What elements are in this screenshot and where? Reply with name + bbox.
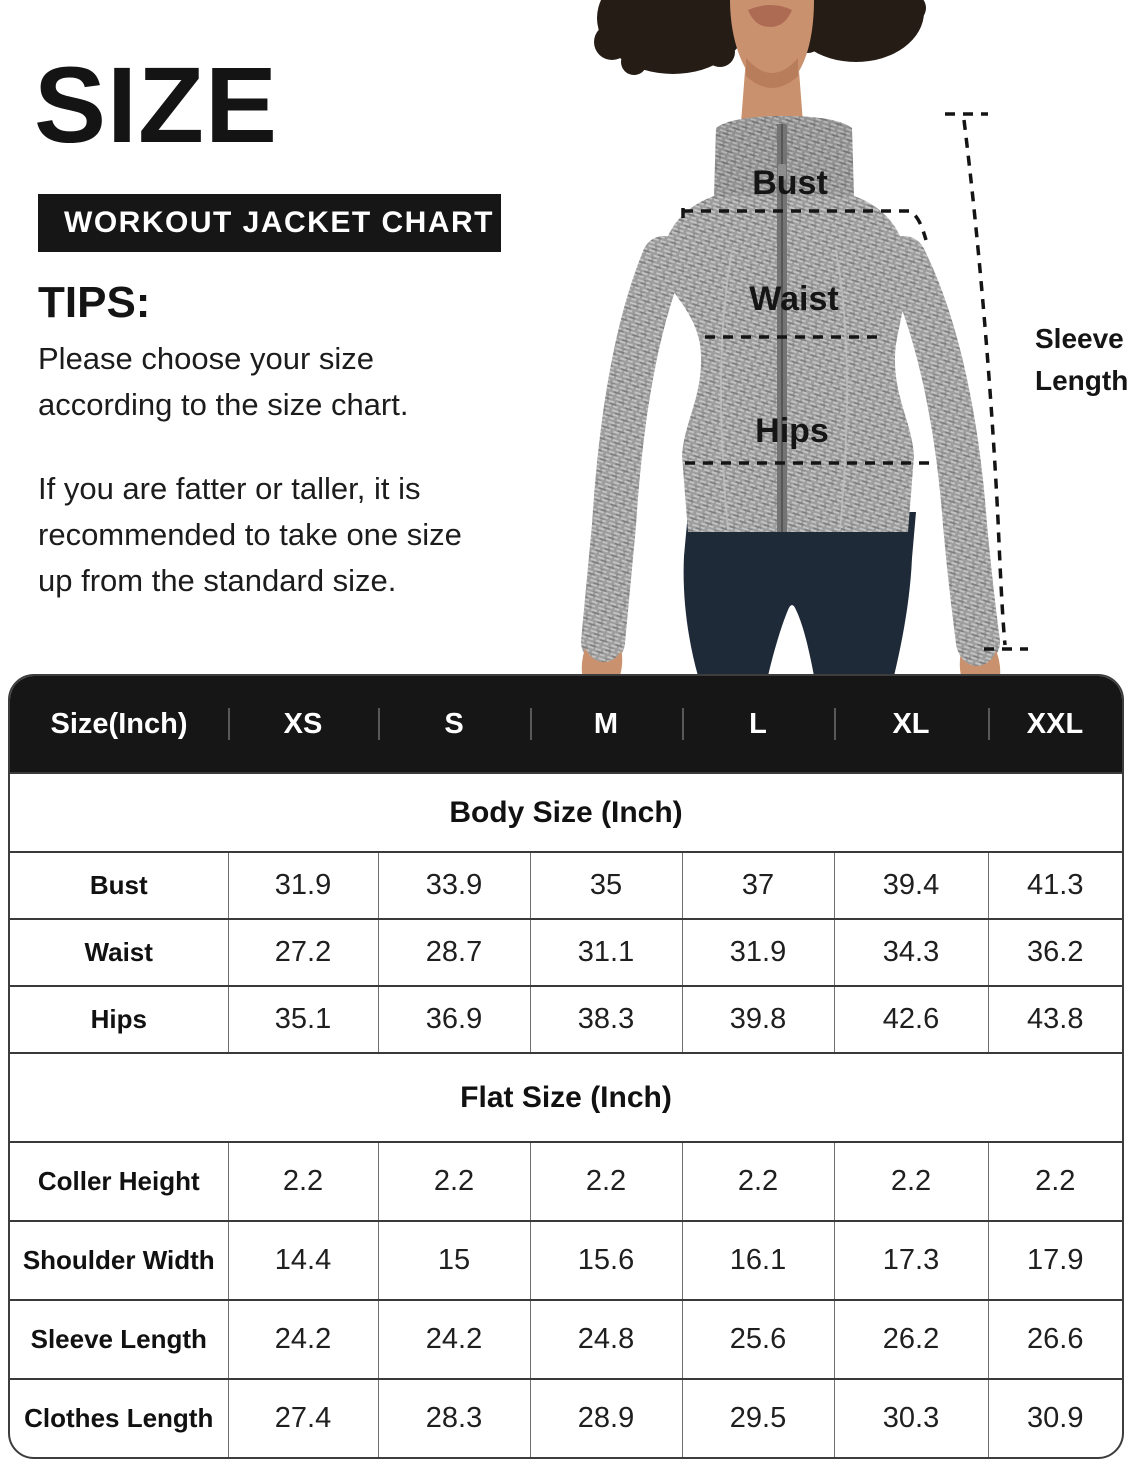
size-label-header: Size(Inch) bbox=[10, 676, 228, 773]
sleeve-length-label bbox=[1035, 323, 1128, 396]
size-table bbox=[8, 674, 1124, 1459]
size-table-body bbox=[10, 773, 1122, 1457]
section-title: Flat Size (Inch) bbox=[10, 1053, 1122, 1142]
face-graphic bbox=[730, 0, 814, 136]
section-row bbox=[10, 773, 1122, 852]
size-column-header: M bbox=[530, 676, 682, 773]
model-photo bbox=[560, 0, 1132, 676]
size-value-cell: 2.2 bbox=[378, 1142, 530, 1221]
table-row bbox=[10, 1300, 1122, 1379]
section-title: Body Size (Inch) bbox=[10, 773, 1122, 852]
size-value-cell: 24.2 bbox=[228, 1300, 378, 1379]
size-value-cell: 41.3 bbox=[988, 852, 1122, 919]
size-value-cell: 26.2 bbox=[834, 1300, 988, 1379]
size-value-cell: 24.8 bbox=[530, 1300, 682, 1379]
row-label: Clothes Length bbox=[10, 1379, 228, 1457]
size-value-cell: 28.9 bbox=[530, 1379, 682, 1457]
size-column-header: S bbox=[378, 676, 530, 773]
section-row bbox=[10, 1053, 1122, 1142]
size-value-cell: 36.9 bbox=[378, 986, 530, 1053]
table-row bbox=[10, 919, 1122, 986]
size-value-cell: 36.2 bbox=[988, 919, 1122, 986]
size-value-cell: 17.9 bbox=[988, 1221, 1122, 1300]
tips-title: TIPS: bbox=[38, 278, 151, 327]
size-value-cell: 2.2 bbox=[988, 1142, 1122, 1221]
size-value-cell: 27.4 bbox=[228, 1379, 378, 1457]
hips-label: Hips bbox=[755, 412, 829, 450]
size-value-cell: 33.9 bbox=[378, 852, 530, 919]
row-label: Coller Height bbox=[10, 1142, 228, 1221]
size-value-cell: 34.3 bbox=[834, 919, 988, 986]
size-value-cell: 2.2 bbox=[682, 1142, 834, 1221]
size-value-cell: 16.1 bbox=[682, 1221, 834, 1300]
size-value-cell: 25.6 bbox=[682, 1300, 834, 1379]
table-row bbox=[10, 1142, 1122, 1221]
size-value-cell: 28.3 bbox=[378, 1379, 530, 1457]
tips-paragraph-1 bbox=[38, 336, 558, 428]
chart-banner: WORKOUT JACKET CHART bbox=[38, 194, 501, 252]
size-value-cell: 2.2 bbox=[834, 1142, 988, 1221]
row-label: Sleeve Length bbox=[10, 1300, 228, 1379]
size-column-header: L bbox=[682, 676, 834, 773]
size-value-cell: 30.9 bbox=[988, 1379, 1122, 1457]
size-value-cell: 14.4 bbox=[228, 1221, 378, 1300]
table-row bbox=[10, 1379, 1122, 1457]
tips-line: up from the standard size. bbox=[38, 563, 397, 598]
sleeve-length-line1: Sleeve bbox=[1035, 323, 1124, 354]
table-row bbox=[10, 986, 1122, 1053]
size-value-cell: 35 bbox=[530, 852, 682, 919]
size-value-cell: 31.1 bbox=[530, 919, 682, 986]
table-row bbox=[10, 1221, 1122, 1300]
size-value-cell: 43.8 bbox=[988, 986, 1122, 1053]
size-value-cell: 30.3 bbox=[834, 1379, 988, 1457]
tips-line: Please choose your size bbox=[38, 341, 375, 376]
size-value-cell: 27.2 bbox=[228, 919, 378, 986]
size-value-cell: 37 bbox=[682, 852, 834, 919]
size-value-cell: 35.1 bbox=[228, 986, 378, 1053]
size-value-cell: 42.6 bbox=[834, 986, 988, 1053]
size-value-cell: 26.6 bbox=[988, 1300, 1122, 1379]
page-title: SIZE bbox=[34, 44, 279, 165]
row-label: Waist bbox=[10, 919, 228, 986]
tips-paragraph-2 bbox=[38, 466, 558, 604]
tips-line: If you are fatter or taller, it is bbox=[38, 471, 421, 506]
size-value-cell: 15.6 bbox=[530, 1221, 682, 1300]
size-value-cell: 2.2 bbox=[228, 1142, 378, 1221]
tips-line: recommended to take one size bbox=[38, 517, 462, 552]
tips-line: according to the size chart. bbox=[38, 387, 409, 422]
size-value-cell: 17.3 bbox=[834, 1221, 988, 1300]
size-value-cell: 39.4 bbox=[834, 852, 988, 919]
size-value-cell: 24.2 bbox=[378, 1300, 530, 1379]
size-column-header: XL bbox=[834, 676, 988, 773]
size-value-cell: 38.3 bbox=[530, 986, 682, 1053]
size-value-cell: 15 bbox=[378, 1221, 530, 1300]
hands-graphic bbox=[579, 628, 1004, 676]
size-column-header: XS bbox=[228, 676, 378, 773]
waist-label: Waist bbox=[749, 280, 839, 318]
size-value-cell: 39.8 bbox=[682, 986, 834, 1053]
row-label: Hips bbox=[10, 986, 228, 1053]
size-table-header-row bbox=[10, 676, 1122, 773]
size-value-cell: 31.9 bbox=[682, 919, 834, 986]
size-column-header: XXL bbox=[988, 676, 1122, 773]
size-value-cell: 31.9 bbox=[228, 852, 378, 919]
sleeve-length-line2: Length bbox=[1035, 365, 1129, 396]
size-value-cell: 2.2 bbox=[530, 1142, 682, 1221]
table-row bbox=[10, 852, 1122, 919]
leggings-graphic bbox=[684, 512, 916, 676]
bust-label: Bust bbox=[752, 164, 828, 202]
size-value-cell: 29.5 bbox=[682, 1379, 834, 1457]
row-label: Bust bbox=[10, 852, 228, 919]
cuffs-graphic bbox=[583, 610, 998, 666]
size-value-cell: 28.7 bbox=[378, 919, 530, 986]
row-label: Shoulder Width bbox=[10, 1221, 228, 1300]
